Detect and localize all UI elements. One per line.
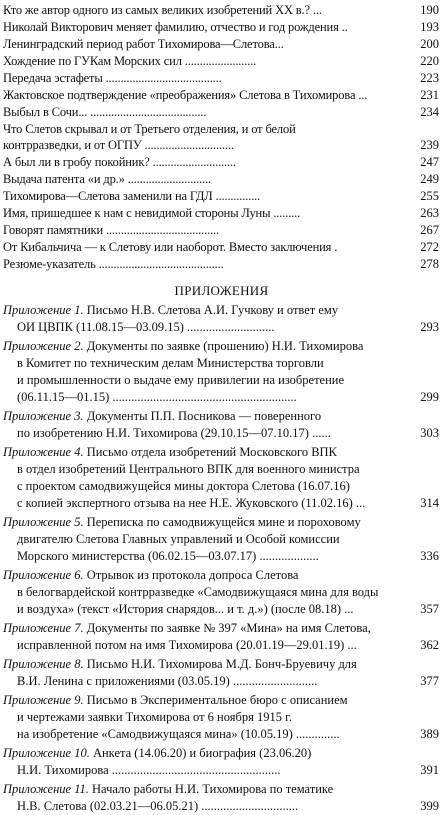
- toc-entry-title: Выбыл в Сочи... .......................................: [3, 105, 207, 119]
- toc-entry[interactable]: [0, 154, 443, 171]
- appendix-prefix: Приложение 1.: [3, 303, 87, 317]
- appendix-entry[interactable]: [3, 338, 443, 406]
- toc-entry-title: Что Слетов скрывал и от Третьего отделения, и от белой: [3, 122, 296, 136]
- appendix-line: [3, 709, 443, 726]
- appendix-text: и воздуха» (текст «История снарядов... и т. д.») (после 08.18) ...: [17, 602, 354, 616]
- toc-entry-title: Тихомирова—Слетова заменили на ГДЛ ...............: [3, 189, 261, 203]
- appendix-text: и чертежами заявки Тихомирова от 6 ноября 1915 г.: [17, 710, 292, 724]
- appendix-line: [3, 548, 443, 565]
- appendix-line: [3, 692, 443, 709]
- appendix-entry[interactable]: [3, 745, 443, 779]
- appendix-page: 399: [420, 799, 439, 813]
- appendix-page: 389: [420, 727, 439, 741]
- toc-entry[interactable]: [0, 171, 443, 188]
- appendix-line: [3, 567, 443, 584]
- toc-entry-title: Хождение по ГУКам Морских сил ........................: [3, 54, 257, 68]
- appendix-text: в отдел изобретений Центрального ВПК для военного министра: [17, 462, 360, 476]
- toc-entry[interactable]: [0, 87, 443, 104]
- appendix-page: 391: [420, 763, 439, 777]
- appendix-entry[interactable]: [3, 656, 443, 690]
- toc-entry-page: 220: [420, 54, 439, 68]
- toc-entry-page: 272: [420, 240, 439, 254]
- appendix-prefix: Приложение 6.: [3, 568, 87, 582]
- appendix-page: 314: [420, 496, 439, 510]
- toc-entry-title: Говорят памятники ......................................: [3, 223, 220, 237]
- appendix-text: в Комитет по техническим делам Министерства торговли: [17, 356, 324, 370]
- appendix-page: 377: [420, 674, 439, 688]
- appendix-text: Н.В. Слетова (02.03.21—06.05.21) ...............................: [17, 799, 299, 813]
- appendix-page: 293: [420, 320, 439, 334]
- appendix-prefix: Приложение 11.: [3, 782, 93, 796]
- toc-entry-page: 223: [420, 71, 439, 85]
- toc-entry[interactable]: [0, 36, 443, 53]
- appendix-entry[interactable]: [3, 514, 443, 565]
- appendix-prefix: Приложение 9.: [3, 693, 87, 707]
- appendix-text: Н.И. Тихомирова ......................................................: [17, 763, 281, 777]
- toc-entry[interactable]: [0, 188, 443, 205]
- appendix-line: [3, 656, 443, 673]
- appendix-text: Морского министерства (06.02.15—03.07.17) ...................: [17, 549, 319, 563]
- appendix-text: по изобретению Н.И. Тихомирова (29.10.15—07.10.17) ......: [17, 426, 331, 440]
- appendix-text: Письмо Н.В. Слетова А.И. Гучкову и ответ ему: [86, 303, 339, 317]
- appendix-text: с копией экспертного отзыва на нее Н.Е. Жуковского (11.02.16) ...: [17, 496, 366, 510]
- toc-entry[interactable]: [0, 121, 443, 138]
- toc-entry[interactable]: [0, 239, 443, 256]
- appendix-line: [3, 425, 443, 442]
- appendix-line: [3, 726, 443, 743]
- toc-entry-title: Кто же автор одного из самых великих изобретений XX в.? ...: [3, 3, 322, 17]
- toc-entry[interactable]: [0, 205, 443, 222]
- toc-entry-page: 231: [420, 88, 439, 102]
- toc-entry[interactable]: [0, 70, 443, 87]
- appendix-line: [3, 461, 443, 478]
- appendix-line: [3, 372, 443, 389]
- appendix-prefix: Приложение 2.: [3, 339, 87, 353]
- appendix-text: исправленной потом на имя Тихомирова (20.01.19—29.01.19) ...: [17, 638, 357, 652]
- appendix-text: на изобретение «Самодвижущаяся мина» (10.05.19) ..............: [17, 727, 340, 741]
- appendix-text: (06.11.15—01.15) ...........................................................: [17, 390, 297, 404]
- appendix-entry[interactable]: [3, 567, 443, 618]
- appendix-line: [3, 601, 443, 618]
- toc-entry-page: 263: [420, 206, 439, 220]
- toc-entry-title: А был ли в гробу покойник? ............................: [3, 155, 236, 169]
- appendix-text: Переписка по самодвижущейся мине и пороховому: [86, 515, 361, 529]
- appendix-prefix: Приложение 5.: [3, 515, 87, 529]
- toc-entry-title: Николай Викторович меняет фамилию, отчество и год рождения ..: [3, 20, 348, 34]
- appendix-page: 336: [420, 549, 439, 563]
- section-heading: ПРИЛОЖЕНИЯ: [174, 283, 269, 298]
- appendix-text: с проектом самодвижущейся мины доктора Слетова (16.07.16): [17, 479, 350, 493]
- toc-entry[interactable]: [0, 19, 443, 36]
- appendix-prefix: Приложение 10.: [3, 746, 93, 760]
- appendix-page: 299: [420, 390, 439, 404]
- appendix-line: [3, 584, 443, 601]
- appendix-line: [3, 444, 443, 461]
- toc-entry[interactable]: [0, 104, 443, 121]
- appendix-text: Письмо Н.И. Тихомирова М.Д. Бонч-Бруевичу для: [86, 657, 357, 671]
- appendix-line: [3, 762, 443, 779]
- toc-entry[interactable]: [0, 53, 443, 70]
- appendix-text: В.И. Ленина с приложениями (03.05.19) ...........................: [17, 674, 318, 688]
- appendix-line: [3, 798, 443, 815]
- toc-entry-title: Выдача патента «и др.» ............................: [3, 172, 212, 186]
- appendix-line: [3, 408, 443, 425]
- toc-entry-page: 200: [420, 37, 439, 51]
- appendix-line: [3, 478, 443, 495]
- appendix-prefix: Приложение 8.: [3, 657, 87, 671]
- appendix-text: в белогвардейской контрразведке «Самодвижущаяся мина для воды: [17, 585, 379, 599]
- appendix-line: [3, 389, 443, 406]
- toc-entry-page: 247: [420, 155, 439, 169]
- appendix-line: [3, 531, 443, 548]
- appendix-page: 303: [420, 426, 439, 440]
- appendix-page: 362: [420, 638, 439, 652]
- toc-entry-title: Жактовское подтверждение «преображения» Слетова в Тихомирова ...: [3, 88, 368, 102]
- toc-entry-page: 239: [420, 138, 439, 152]
- appendix-line: [3, 495, 443, 512]
- toc-entry-page: 193: [420, 20, 439, 34]
- appendix-text: ОИ ЦВПК (11.08.15—03.09.15) ............................: [17, 320, 275, 334]
- appendix-entry[interactable]: [3, 620, 443, 654]
- appendix-line: [3, 302, 443, 319]
- appendix-text: Документы П.П. Посникова — поверенного: [86, 409, 322, 423]
- appendix-prefix: Приложение 3.: [3, 409, 87, 423]
- toc-entry[interactable]: [0, 256, 443, 273]
- appendix-line: [3, 319, 443, 336]
- appendix-line: [3, 355, 443, 372]
- appendix-text: Документы по заявке (прошению) Н.И. Тихомирова: [86, 339, 364, 353]
- toc-entry-page: 278: [420, 257, 439, 271]
- toc-entry-title: От Кибальчича — к Слетову или наоборот. Вместо заключения .: [3, 240, 338, 254]
- appendix-line: [3, 338, 443, 355]
- appendix-entry[interactable]: [3, 781, 443, 815]
- toc-entry[interactable]: [0, 137, 443, 154]
- appendix-entry[interactable]: [3, 408, 443, 442]
- toc-entry-page: 255: [420, 189, 439, 203]
- appendix-line: [3, 514, 443, 531]
- appendix-prefix: Приложение 7.: [3, 621, 87, 635]
- toc-entry-title: контрразведки, и от ОГПУ ..............................: [3, 138, 234, 152]
- appendix-entry[interactable]: [3, 302, 443, 336]
- appendix-line: [3, 637, 443, 654]
- appendix-text: и промышленности о выдаче ему привилегии на изобретение: [17, 373, 345, 387]
- toc-entry-page: 249: [420, 172, 439, 186]
- toc-entry[interactable]: [0, 222, 443, 239]
- appendix-line: [3, 745, 443, 762]
- appendix-text: Письмо отдела изобретений Московского ВПК: [86, 445, 337, 459]
- toc-entry-page: 190: [420, 3, 439, 17]
- appendix-line: [3, 673, 443, 690]
- appendix-text: Документы по заявке № 397 «Мина» на имя Слетова,: [86, 621, 371, 635]
- toc-entry-page: 267: [420, 223, 439, 237]
- appendix-page: 357: [420, 602, 439, 616]
- toc-entry-title: Передача эстафеты .......................................: [3, 71, 222, 85]
- appendix-line: [3, 620, 443, 637]
- toc-entry[interactable]: [0, 2, 443, 19]
- toc-entry-title: Ленинградский период работ Тихомирова—Слетова...: [3, 37, 284, 51]
- appendix-text: Начало работы Н.И. Тихомирова по тематике: [92, 782, 334, 796]
- toc-entry-page: 234: [420, 105, 439, 119]
- appendix-prefix: Приложение 4.: [3, 445, 87, 459]
- appendix-text: двигателю Слетова Главных управлений и Особой комиссии: [17, 532, 340, 546]
- toc-entry-title: Резюме-указатель ..........................................: [3, 257, 224, 271]
- appendix-text: Анкета (14.06.20) и биография (23.06.20): [92, 746, 312, 760]
- appendix-line: [3, 781, 443, 798]
- toc-entry-title: Имя, пришедшее к нам с невидимой стороны Луны .........: [3, 206, 301, 220]
- appendix-entry[interactable]: [3, 444, 443, 512]
- appendix-text: Письмо в Экспериментальное бюро с описанием: [86, 693, 348, 707]
- appendix-text: Отрывок из протокола допроса Слетова: [86, 568, 299, 582]
